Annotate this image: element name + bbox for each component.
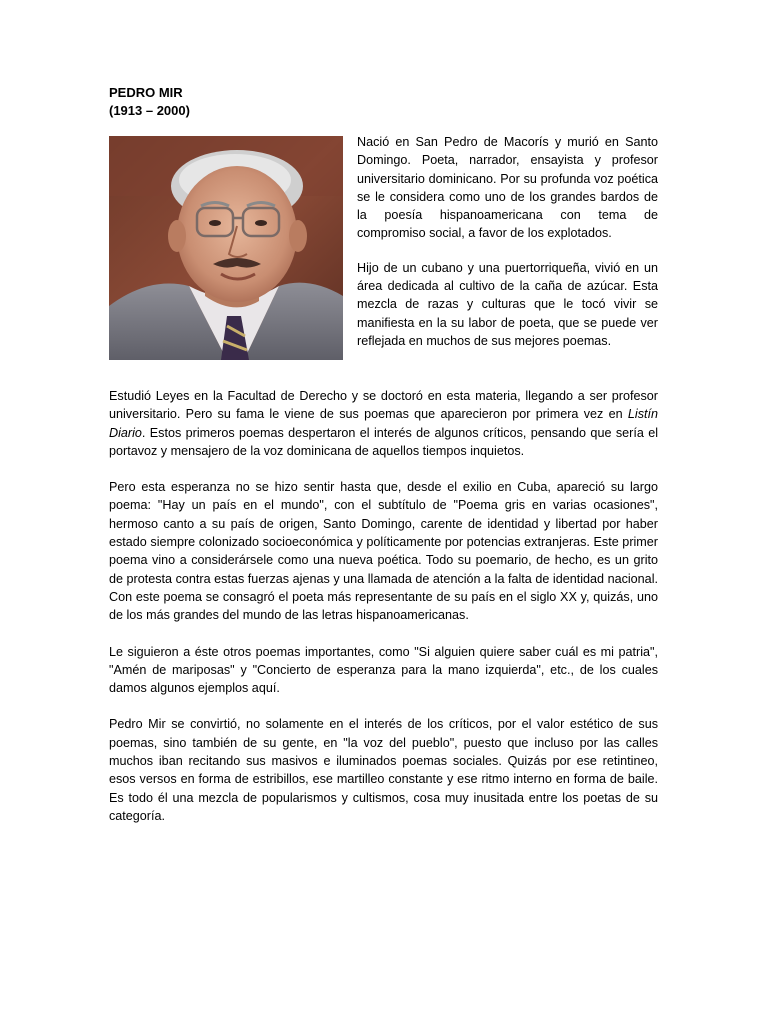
biography-text <box>109 387 658 825</box>
portrait-illustration <box>109 136 343 360</box>
paragraph-studies: Estudió Leyes en la Facultad de Derecho y se doctoró en esta materia, llegando a ser profesor universitario. Pero su fama le viene de sus poemas que aparecieron por primera vez en Listín Diario. Estos primeros poemas despertaron el interés de algunos críticos, pensando que sería el portavoz y mensajero de la voz dominicana de aquellos tiempos inquietos. <box>109 389 658 458</box>
author-name: PEDRO MIR <box>109 85 183 100</box>
document-page <box>109 84 658 825</box>
author-portrait <box>109 136 343 360</box>
intro-paragraph-1: Nació en San Pedro de Macorís y murió en Santo Domingo. Poeta, narrador, ensayista y profesor universitario dominicano. Por su profunda voz poética se le considera como uno de los grandes bardos de la poesía hispanoamericana con tema de compromiso social, a favor de los explotados. <box>357 135 658 241</box>
paragraph-legacy: Pedro Mir se convirtió, no solamente en el interés de los críticos, por el valor estético de sus poemas, sino también de su gente, en "la voz del pueblo", puesto que incluso por las calles muchos iban recitando sus masivos e iluminados poemas sociales. Quizás por ese retintineo, esos versos en forma de estribillos, ese martilleo constante y ese ritmo interno en forma de baile. Es todo él una mezcla de popularismos y cultismos, cosa muy inusitada entre los poetas de su categoría. <box>109 717 658 823</box>
intro-text <box>357 133 658 350</box>
author-years: (1913 – 2000) <box>109 103 190 118</box>
newspaper-title: Listín Diario <box>109 407 658 440</box>
paragraph-other-poems: Le siguieron a éste otros poemas importantes, como "Si alguien quiere saber cuál es mi patria", "Amén de mariposas" y "Concierto de esperanza para la mano izquierda", etc., de los cuales damos algunos ejemplos aquí. <box>109 644 658 696</box>
paragraph-exile-poem: Pero esta esperanza no se hizo sentir hasta que, desde el exilio en Cuba, apareció su largo poema: "Hay un país en el mundo", con el subtítulo de "Poema gris en varias ocasiones", hermoso canto a su país de origen, Santo Domingo, carente de identidad y libertad por haber estado siempre colonizado socioeconómica y políticamente por potencias extranjeras. Este primer poema vino a considerársele como una nueva poética. Todo su poemario, de hecho, es un grito de protesta contra estas fuerzas ajenas y una llamada de atención a la falta de identidad nacional. Con este poema se consagró el poeta más representante de su país en el siglo XX y, quizás, uno de los más grandes del mundo de las letras hispanoamericanas. <box>109 480 658 623</box>
intro-section <box>109 133 658 387</box>
intro-paragraph-2: Hijo de un cubano y una puertorriqueña, vivió en un área dedicada al cultivo de la caña de azúcar. Esta mezcla de razas y culturas que le tocó vivir se manifiesta en la su labor de poeta, que se puede ver reflejada en muchos de sus mejores poemas. <box>357 260 658 348</box>
